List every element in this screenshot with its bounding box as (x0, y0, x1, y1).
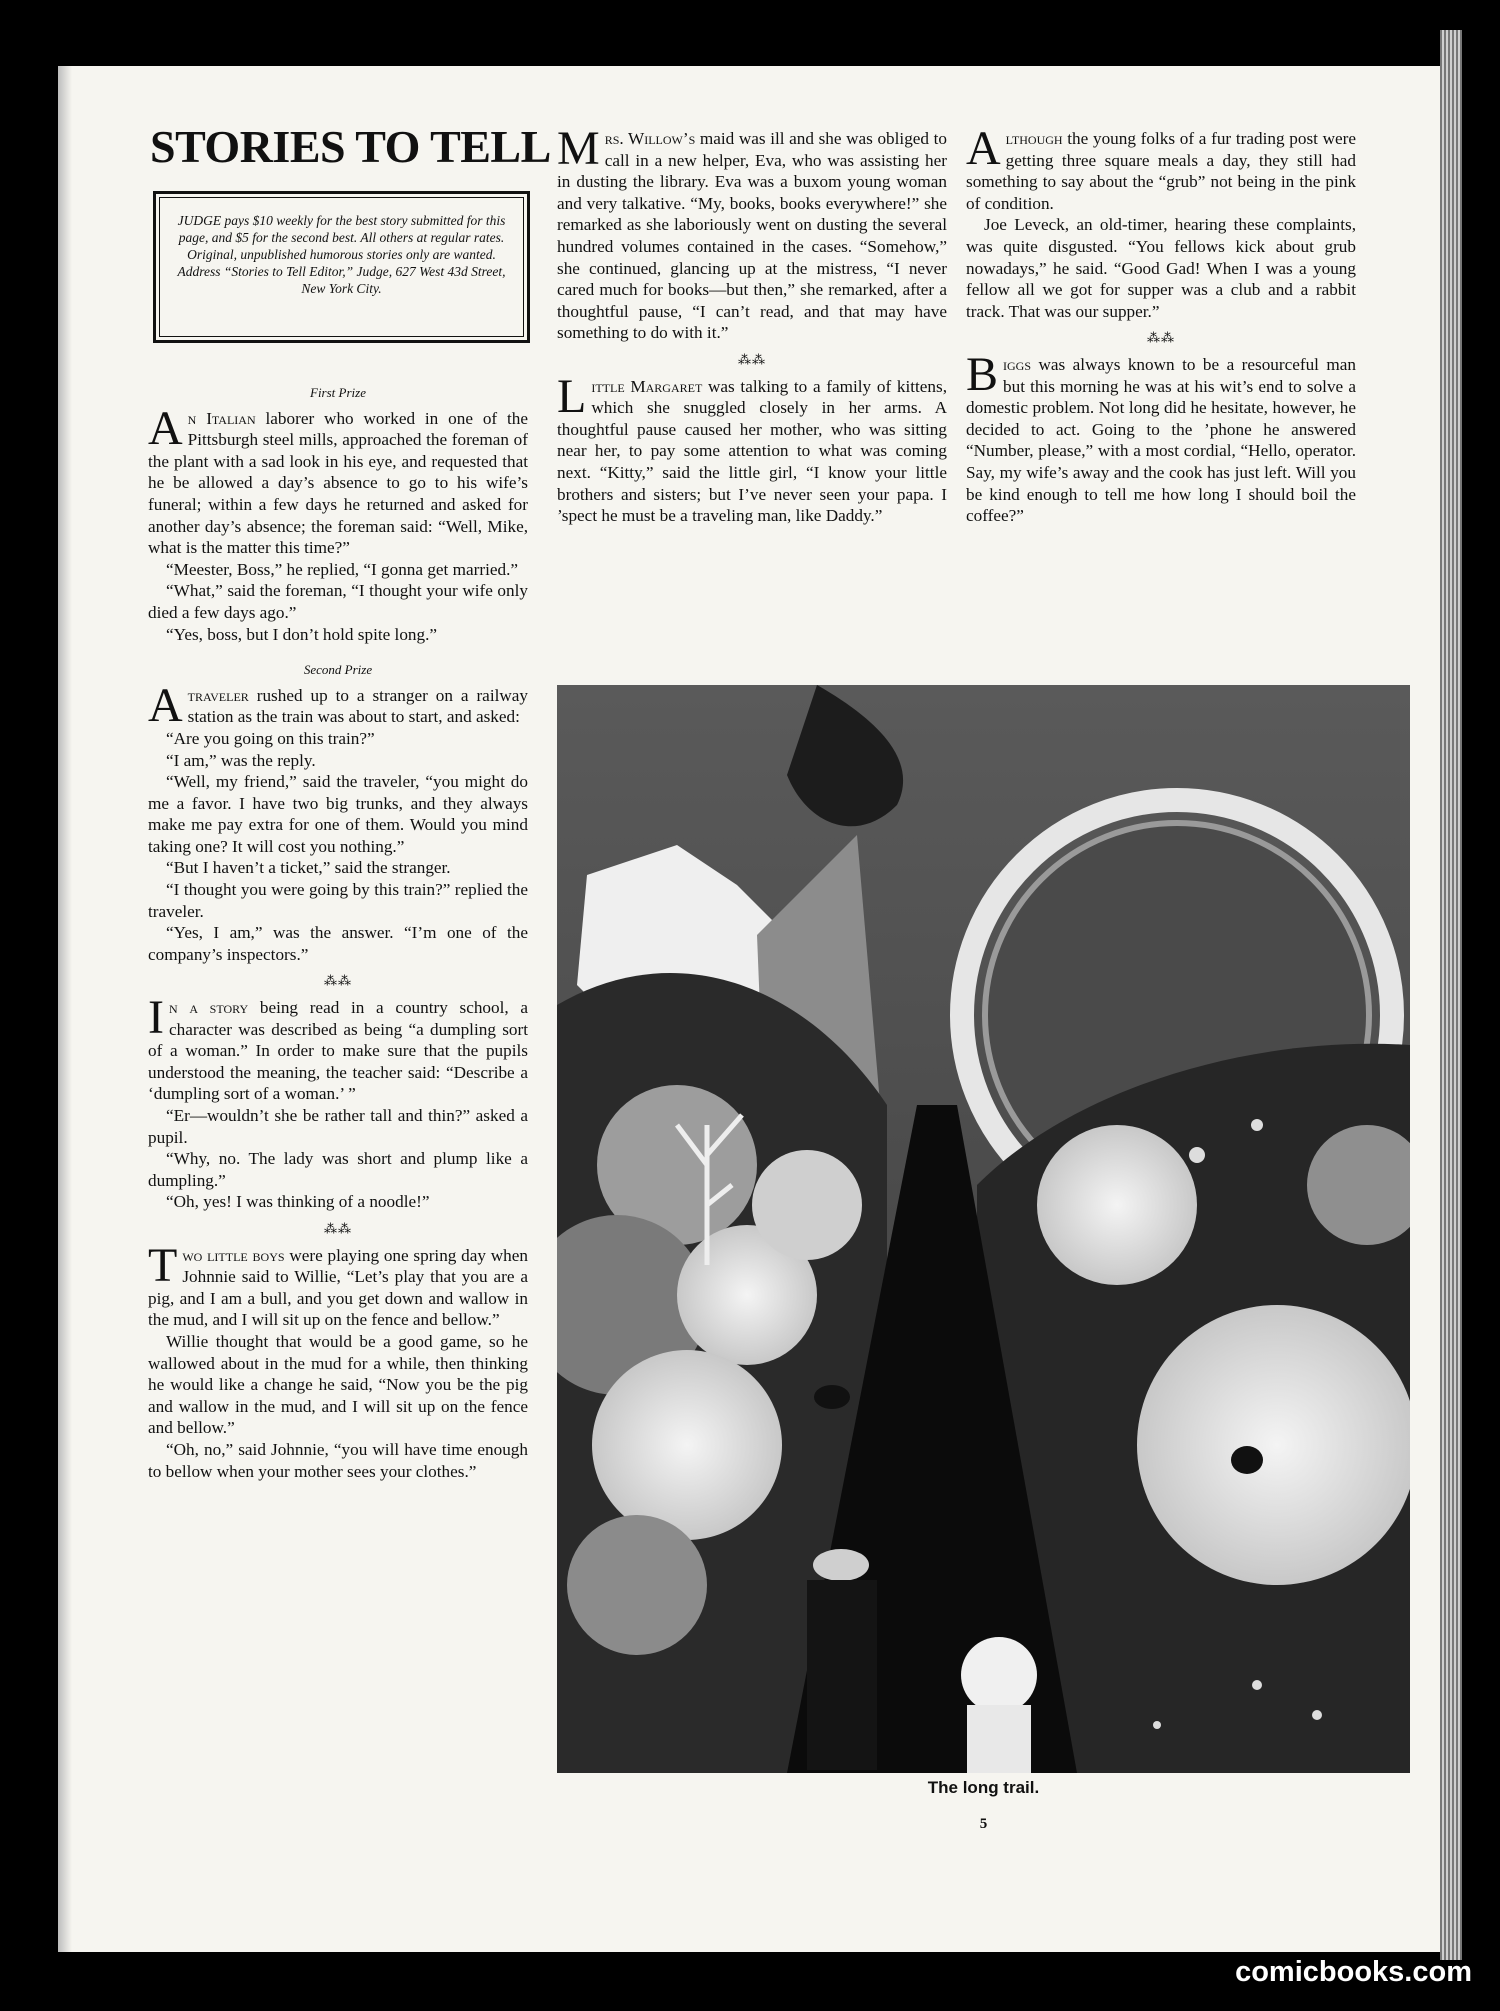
section-ornament: ⁂⁂ (324, 1220, 352, 1236)
story-dumpling (148, 991, 529, 1213)
drop-cap: A (966, 122, 1001, 175)
story-paragraph: Willie thought that would be a good game, so he wallowed about in the mud for a while, then thinking he would like a change he said, “Now you be the pig and wallow in the mud, and I will sit up on the fence and bellow.” (148, 1331, 528, 1438)
story-paragraph: was always known to be a resourceful man but this morning he was at his wit’s end to solve a domestic problem. Not long did he hesitate, however, he decided to act. Going to the ’phone he answered “Number, please,” with a most cordial, “Hello, operator. Say, my wife’s away and the cook has just left. Will you be kind enough to tell me how long I should boil the coffee?” (966, 354, 1356, 526)
story-lead: n a story (168, 998, 249, 1018)
column-middle (557, 122, 948, 527)
story-paragraph: “Oh, yes! I was thinking of a noodle!” (166, 1192, 430, 1212)
drop-cap: B (966, 347, 999, 401)
story-paragraph: “Yes, I am,” was the answer. “I’m one of the company’s inspectors.” (148, 923, 528, 964)
story-paragraph: “I am,” was the reply. (166, 750, 316, 770)
story-paragraph: was talking to a family of kittens, which she snuggled closely in her arms. A thoughtful pause caused her mother, who was sitting near her, to pay some attention to what was coming next. “Kitty,” said the little girl, “I know your little brothers and sisters; but I’ve never seen your papa. I ’spect he must be a traveling man, like Daddy.” (557, 376, 947, 526)
large-white-bush (1137, 1305, 1410, 1585)
story-paragraph: maid was ill and she was obliged to call in a new helper, Eva, who was assisting her in dusting the library. Eva was a buxom young woman and very talkative. “My, books, books everywhere!” she remarked as she laboriously went on dusting the several hundred volumes contained in the cases. “Somehow,” she continued, glancing up at the mistress, “I never cared much for books—but then,” she remarked, after a thoughtful pause, “I can’t read, and that may have something to do with it.” (557, 129, 948, 343)
white-bush (1037, 1125, 1197, 1285)
crow (814, 1385, 850, 1409)
story-lead: traveler (187, 685, 249, 705)
story-lead: iggs (1003, 354, 1032, 374)
story-paragraph: “But I haven’t a ticket,” said the stranger. (166, 858, 451, 878)
story-paragraph: “Yes, boss, but I don’t hold spite long.” (166, 624, 438, 644)
story-paragraph: “Well, my friend,” said the traveler, “you might do me a favor. I have two big trunks, and they always make me pay extra for one of them. Would you mind taking one? It will cost you nothing.” (148, 772, 528, 856)
story-mrs-willow (557, 122, 948, 344)
story-paragraph: “Meester, Boss,” he replied, “I gonna get married.” (166, 559, 518, 579)
illustration-artwork (557, 685, 1410, 1773)
story-paragraph: being read in a country school, a character was described as being “a dumpling sort of a woman.” In order to make sure that the pupils understood the meaning, the teacher said: “Describe a ‘dumpling sort of a woman.’ ” (148, 998, 529, 1104)
story-paragraph: rushed up to a stranger on a railway station as the train was about to start, and asked: (187, 685, 528, 727)
story-paragraph: “Oh, no,” said Johnnie, “you will have time enough to bellow when your mother sees your clothes.” (148, 1439, 528, 1481)
drop-cap: A (148, 401, 183, 455)
drop-cap: L (557, 369, 587, 423)
story-lead: lthough (1005, 129, 1063, 148)
story-paragraph: Joe Leveck, an old-timer, hearing these complaints, was quite disgusted. “You fellows kick about grub nowadays,” he said. “Good Gad! When I was a young fellow all we got for supper was a club and a rabbit track. That was our supper.” (966, 215, 1356, 321)
story-lead: wo little boys (182, 1245, 285, 1265)
story-little-margaret (557, 369, 947, 527)
section-ornament: ⁂⁂ (738, 351, 766, 367)
story-two-boys (148, 1238, 529, 1483)
page-edge-stack (1440, 30, 1462, 1960)
story-fur-trading-post (966, 122, 1357, 322)
story-paragraph: “Er—wouldn’t she be rather tall and thin?” asked a pupil. (148, 1106, 528, 1147)
drop-cap: I (148, 991, 164, 1045)
story-italian-laborer (148, 401, 528, 646)
illustration-long-trail (557, 685, 1410, 1773)
story-paragraph: “Why, no. The lady was short and plump like a dumpling.” (148, 1149, 528, 1190)
story-paragraph: “Are you going on this train?” (166, 728, 375, 748)
second-prize-label: Second Prize (303, 662, 373, 678)
illustration-caption: The long trail. (927, 1778, 1040, 1797)
walking-man (807, 1580, 877, 1770)
story-paragraph: “What,” said the foreman, “I thought your wife only died a few days ago.” (148, 581, 528, 622)
bowler-hat (813, 1549, 869, 1581)
story-lead: ittle Margaret (591, 376, 703, 396)
submission-notice-box (153, 191, 530, 343)
page-number: 5 (979, 1816, 988, 1832)
watermark: comicbooks.com (1235, 1956, 1472, 1988)
drop-cap: T (148, 1238, 178, 1292)
first-prize-label: First Prize (310, 385, 366, 400)
story-paragraph: laborer who worked in one of the Pittsburgh steel mills, approached the foreman of the plant with a sad look in his eye, and requested that he be allowed a day’s absence to go to his wife’s funeral; within a few days he returned and asked for another day’s absence; the foreman said: “Well, Mike, what is the matter this time?” (148, 408, 528, 558)
story-paragraph: “I thought you were going by this train?” replied the traveler. (148, 880, 528, 921)
section-ornament: ⁂⁂ (1147, 330, 1175, 346)
story-lead: rs. Willow’s (604, 129, 696, 148)
story-paragraph: the young folks of a fur trading post were getting three square meals a day, they still had something to say about the “grub” not being in the pink of condition. (966, 129, 1357, 213)
drop-cap: M (557, 122, 600, 175)
story-lead: n Italian (187, 408, 256, 428)
story-biggs (966, 347, 1356, 527)
story-paragraph: were playing one spring day when Johnnie said to Willie, “Let’s play that you are a pig, and I am a bull, and you get down and wallow in the mud, and I will sit up on the fence and bellow.” (148, 1245, 529, 1330)
submission-notice-text: JUDGE pays $10 weekly for the best story submitted for this page, and $5 for the second best. All others at regular rates. Original, unpublished humorous stories only are wanted. Address “Stories to Tell Editor,” Judge, 627 West 43d Street, New York City. (159, 197, 524, 337)
little-girl (961, 1637, 1037, 1713)
column-left (148, 372, 528, 1482)
drop-cap: A (148, 678, 183, 732)
story-traveler (148, 678, 528, 966)
small-bird (1231, 1446, 1263, 1474)
page-title: STORIES TO TELL (150, 121, 551, 172)
white-bush (592, 1350, 782, 1540)
page-spine-shadow (58, 66, 72, 1952)
section-ornament: ⁂⁂ (324, 973, 352, 989)
column-right (966, 122, 1357, 527)
